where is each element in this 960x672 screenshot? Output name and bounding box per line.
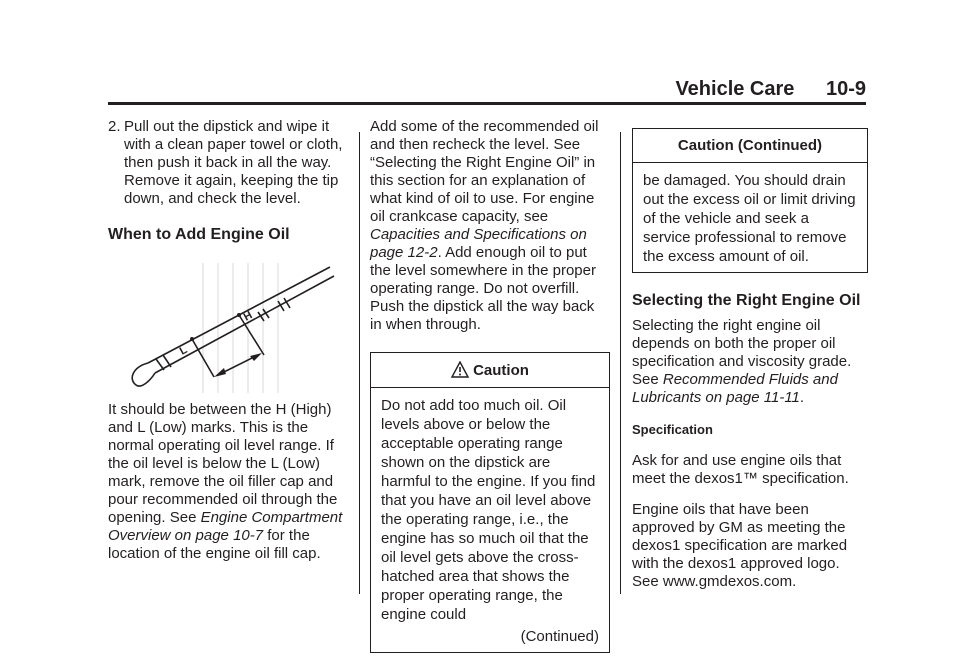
step-2: [108, 118, 346, 208]
column-1: [108, 118, 346, 563]
column-3: [632, 118, 868, 591]
caution-text: Do not add too much oil. Oil levels above or below the acceptable operating range shown on the dipstick are harmful to the engine. If you find that you have an oil level above the operating range, i.e., the engine has so much oil that the oil level gets above the cross-hatched area that shows the proper operating range, the engine could: [381, 397, 596, 623]
caution-continued-body: [633, 163, 867, 272]
high-label: H: [241, 309, 255, 324]
step-number: 2.: [108, 118, 121, 135]
approved-oils-paragraph: Engine oils that have been approved by GM as meeting the dexos1 specification are marked with the dexos1 approved logo. See www.gmdexos.com.: [632, 501, 848, 590]
arrow-head-right: [250, 353, 262, 361]
caution-continued-header: Caution (Continued): [633, 129, 867, 163]
caution-continued-box: [632, 128, 868, 273]
warning-icon: [451, 361, 469, 378]
section-title: Vehicle Care: [675, 78, 795, 100]
caution-body: [371, 388, 609, 652]
when-to-add-heading: When to Add Engine Oil: [108, 226, 290, 243]
specification-subheading: Specification: [632, 422, 713, 437]
column-divider-1: [359, 132, 360, 594]
dexos-paragraph: Ask for and use engine oils that meet the dexos1™ specification.: [632, 452, 849, 487]
header-rule: [108, 102, 866, 105]
capacities-reference: Capacities and Specifications on page 12-2: [370, 226, 587, 261]
caution-continued-text: be damaged. You should drain out the excess oil or limit driving of the vehicle and seek a service professional to remove the excess amount of oil.: [643, 172, 856, 265]
low-label: L: [177, 343, 190, 358]
page-number: 10-9: [825, 78, 866, 100]
column-divider-2: [620, 132, 621, 594]
low-mark: [190, 337, 194, 341]
caution-title: Caution: [473, 362, 529, 379]
dipstick-illustration: [108, 255, 346, 393]
recommended-fluids-reference: Recommended Fluids and Lubricants on page 11-11: [632, 371, 838, 406]
step-text: Pull out the dipstick and wipe it with a clean paper towel or cloth, then push it back in all the way. Remove it again, keeping the tip down, and check the level.: [124, 118, 343, 207]
arrow-head-left: [214, 368, 226, 377]
high-mark: [237, 313, 241, 317]
engine-compartment-reference: Engine Compartment Overview on page 10-7: [108, 509, 343, 544]
selecting-oil-heading: Selecting the Right Engine Oil: [632, 292, 861, 309]
selecting-oil-paragraph: Selecting the right engine oil depends on both the proper oil specification and viscosity grade. See Recommended Fluids and Lubricants on page 11-11.: [632, 317, 852, 406]
caution-box: [370, 352, 610, 653]
level-range-paragraph: It should be between the H (High) and L (Low) marks. This is the normal operating oil level range. If the oil level is below the L (Low) mark, remove the oil filler cap and pour recommended oil through the opening. See Engine Compartment Overview on page 10-7 for the location of the engine oil fill cap.: [108, 401, 343, 562]
add-oil-paragraph: Add some of the recommended oil and then recheck the level. See “Selecting the Right Engine Oil” in this section for an explanation of what kind of oil to use. For engine oil crankcase capacity, see Capacities and Specifications on page 12-2. Add enough oil to put the level somewhere in the proper operating range. Do not overfill. Push the dipstick all the way back in when through.: [370, 118, 599, 333]
caution-header: [371, 353, 609, 388]
page-header: [675, 78, 866, 101]
column-2: [370, 118, 610, 653]
continued-label: (Continued): [520, 628, 599, 645]
